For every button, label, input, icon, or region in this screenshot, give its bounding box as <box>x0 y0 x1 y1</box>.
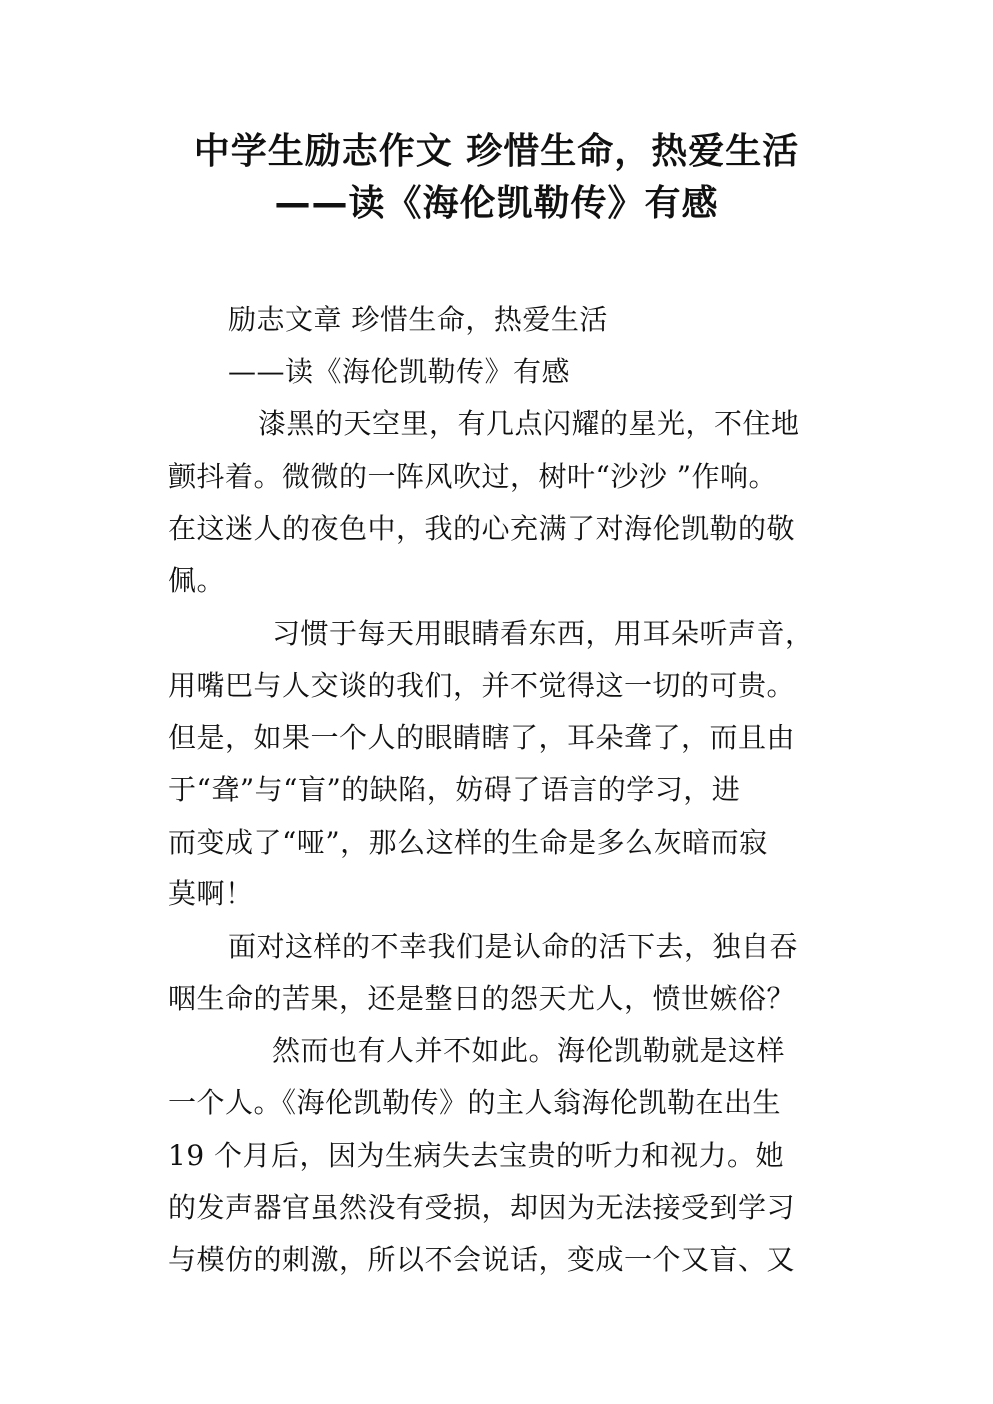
body-line: 的发声器官虽然没有受损，却因为无法接受到学习 <box>168 1191 796 1224</box>
body-line: 佩。 <box>168 564 226 597</box>
body-line: 用嘴巴与人交谈的我们，并不觉得这一切的可贵。 <box>168 669 796 702</box>
title-line-2: ——读《海伦凯勒传》有感 <box>274 183 719 224</box>
body-line: 但是，如果一个人的眼睛瞎了，耳朵聋了，而且由 <box>168 721 796 754</box>
body-line: 19 个月后，因为生病失去宝贵的听力和视力。她 <box>168 1139 785 1172</box>
body-line: 莫啊！ <box>168 877 254 910</box>
body-line: 励志文章 珍惜生命，热爱生活 <box>228 303 608 336</box>
body-line: 然而也有人并不如此。海伦凯勒就是这样 <box>272 1034 786 1067</box>
body-line: 在这迷人的夜色中，我的心充满了对海伦凯勒的敬 <box>168 512 796 545</box>
title-line-1: 中学生励志作文 珍惜生命，热爱生活 <box>193 131 800 172</box>
body-line: 漆黑的天空里，有几点闪耀的星光，不住地 <box>258 407 800 440</box>
document-title <box>0 126 993 230</box>
body-line: 而变成了“哑”，那么这样的生命是多么灰暗而寂 <box>168 826 768 859</box>
body-line: 面对这样的不幸我们是认命的活下去，独自吞 <box>228 930 799 963</box>
body-line: 习惯于每天用眼睛看东西，用耳朵听声音， <box>272 617 814 650</box>
body-line: 颤抖着。微微的一阵风吹过，树叶“沙沙 ”作响。 <box>168 460 778 493</box>
body-line: 咽生命的苦果，还是整日的怨天尤人，愤世嫉俗？ <box>168 982 796 1015</box>
body-line: 一个人。《海伦凯勒传》的主人翁海伦凯勒在出生 <box>168 1086 782 1119</box>
body-line: ——读《海伦凯勒传》有感 <box>228 355 571 388</box>
body-line: 于“聋”与“盲”的缺陷，妨碍了语言的学习，进 <box>168 773 741 806</box>
body-line: 与模仿的刺激，所以不会说话，变成一个又盲、又 <box>168 1243 796 1276</box>
